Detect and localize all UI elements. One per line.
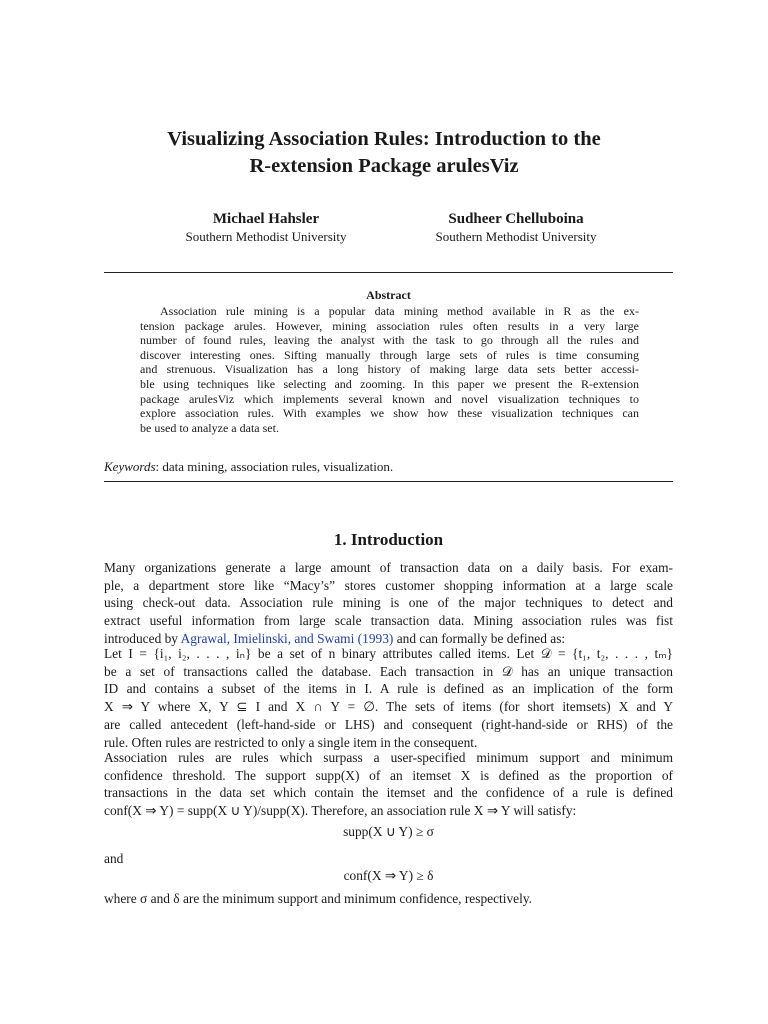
body-line: using check-out data. Association rule mining is one of the major techniques to detect and [104, 595, 673, 611]
and-word: and [104, 851, 124, 866]
body-line: Many organizations generate a large amount of transaction data on a daily basis. For exam- [104, 560, 673, 575]
citation-authors: Agrawal, Imielinski, and Swami [180, 630, 355, 646]
body-line: confidence threshold. The support supp(X) of an itemset X is defined as the proportion of [104, 767, 673, 783]
abstract-bottom-rule [104, 481, 673, 482]
author-block-1 [150, 210, 382, 246]
abstract-line: package arulesViz which implements several known and novel visualization techniques to [140, 391, 639, 406]
title-line-1: Visualizing Association Rules: Introduction to the [167, 128, 601, 150]
body-text: and can formally be defined as: [393, 630, 566, 646]
body-line: conf(X ⇒ Y) = supp(X ∪ Y)/supp(X). Therefore, an association rule X ⇒ Y will satisfy: [104, 803, 577, 819]
author-name: Michael Hahsler [212, 211, 320, 227]
citation-year: 1993 [362, 630, 389, 646]
author-block-2 [400, 210, 632, 246]
intro-paragraph-2 [104, 645, 673, 751]
body-text: introduced by [104, 630, 181, 646]
abstract-line: Association rule mining is a popular data mining method available in R as the ex- [160, 304, 639, 318]
abstract-line: explore association rules. With examples we show how these visualization techniques can [140, 406, 639, 421]
keywords [104, 459, 673, 475]
body-line: ple, a department store like “Macy’s” stores customer shopping information at a large scale [104, 577, 673, 593]
body-line: be a set of transactions called the database. Each transaction in 𝒟 has an unique transaction [104, 663, 673, 679]
keywords-text: : data mining, association rules, visualization. [155, 459, 394, 474]
author-name: Sudheer Chelluboina [448, 211, 584, 227]
author-affiliation: Southern Methodist University [185, 229, 347, 244]
abstract-line: and strenuous. Visualization has a long history of making large data sets better accessi- [140, 362, 639, 377]
abstract-line: be used to analyze a data set. [140, 420, 279, 435]
body-line: are called antecedent (left-hand-side or LHS) and consequent (right-hand-side or RHS) of the [104, 716, 673, 732]
abstract-line: tension package arules. However, mining association rules often results in a very large [140, 318, 639, 333]
equation-support: supp(X ∪ Y) ≥ σ [343, 824, 434, 839]
abstract-body [140, 304, 639, 435]
body-line: Association rules are rules which surpass a user-specified minimum support and minimum [104, 750, 673, 765]
body-line: transactions in the data set which contain the itemset and the confidence of a rule is defined [104, 785, 673, 801]
citation-link[interactable]: Agrawal, Imielinski, and Swami (1993) [180, 630, 394, 646]
section-heading: 1. Introduction [333, 530, 444, 549]
body-line: extract useful information from large scale transaction data. Mining association rules was fist [104, 613, 673, 629]
abstract-heading: Abstract [366, 288, 411, 302]
author-affiliation: Southern Methodist University [435, 229, 597, 244]
body-line: X ⇒ Y where X, Y ⊆ I and X ∩ Y = ∅. The sets of items (for short itemsets) X and Y [104, 699, 673, 715]
abstract-line: ble using techniques like selecting and zooming. In this paper we present the R-extension [140, 376, 639, 391]
abstract-line: discover interesting ones. Sifting manually through large sets of rules is time consuming [140, 347, 639, 362]
body-line: where σ and δ are the minimum support and minimum confidence, respectively. [104, 891, 533, 906]
body-line: rule. Often rules are restricted to only a single item in the consequent. [104, 734, 478, 750]
intro-paragraph-1 [104, 559, 673, 648]
abstract-top-rule [104, 272, 673, 273]
body-line: ID and contains a subset of the items in I. A rule is defined as an implication of the form [104, 681, 673, 697]
abstract-line: number of found rules, leaving the analyst with the task to go through all the rules and [140, 333, 639, 348]
keywords-label: Keywords [104, 459, 156, 474]
paper-title [60, 126, 708, 180]
body-line: Let I = {i₁, i₂, . . . , iₙ} be a set of n binary attributes called items. Let 𝒟 = {t₁, t₂, . . . , tₘ} [104, 646, 673, 661]
closing-paragraph [104, 890, 673, 908]
title-line-2: R-extension Package arulesViz [249, 155, 519, 177]
intro-paragraph-3 [104, 749, 673, 820]
equation-confidence: conf(X ⇒ Y) ≥ δ [343, 868, 434, 883]
